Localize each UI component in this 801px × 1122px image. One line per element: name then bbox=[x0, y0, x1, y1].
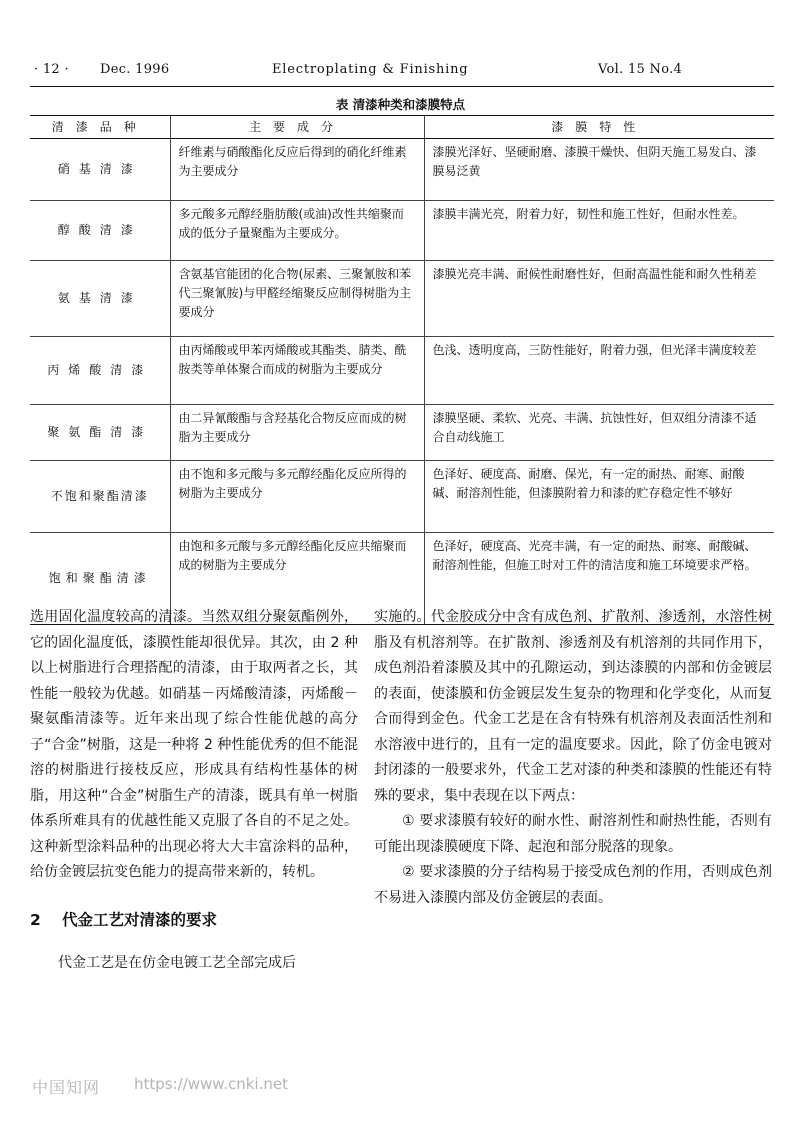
film-property: 色泽好、硬度高、耐磨、保光，有一定的耐热、耐寒、耐酸碱、耐溶剂性能，但漆膜附着力和漆的贮存稳定性不够好 bbox=[424, 461, 774, 533]
table-row bbox=[30, 405, 774, 461]
watermark-brand: 中国知网 bbox=[32, 1078, 101, 1097]
varnish-table bbox=[30, 115, 774, 625]
main-component: 由饱和多元酸与多元醇经酯化反应共缩聚而成的树脂为主要成分 bbox=[170, 533, 424, 625]
main-component: 纤维素与硝酸酯化反应后得到的硝化纤维素为主要成分 bbox=[170, 139, 424, 201]
header-type: 清漆品种 bbox=[30, 116, 170, 139]
left-column bbox=[30, 605, 358, 977]
issue-date: Dec. 1996 bbox=[100, 62, 170, 77]
varnish-type: 聚氨酯清漆 bbox=[30, 405, 170, 461]
main-component: 多元酸多元醇经脂肪酸(或油)改性共缩聚而成的低分子量聚酯为主要成分。 bbox=[170, 201, 424, 261]
table-header-row bbox=[30, 116, 774, 139]
requirement-item: ① 要求漆膜有较好的耐水性、耐溶剂性和耐热性能，否则有可能出现漆膜硬度下降、起泡和部分脱落的现象。 bbox=[374, 813, 772, 855]
varnish-type: 醇酸清漆 bbox=[30, 201, 170, 261]
right-column bbox=[374, 605, 772, 911]
body-paragraph: 选用固化温度较高的清漆。当然双组分聚氨酯例外，它的固化温度低，漆膜性能却很优异。其次，由 2 种以上树脂进行合理搭配的清漆，由于取两者之长，其性能一般较为优越。如硝基－丙烯酸清漆，丙烯酸－聚氨酯清漆等。近年来出现了综合性能优越的高分子“合金”树脂，这是一种将 2 种性能优秀的但不能混溶的树脂进行接枝反应，形成具有结构性基体的树脂，用这种“合金”树脂生产的清漆，既具有单一树脂体系所难具有的优越性能又克服了各自的不足之处。这种新型涂料品种的出现必将大大丰富涂料的品种，给仿金镀层抗变色能力的提高带来新的，转机。 bbox=[30, 609, 358, 880]
film-property: 漆膜坚硬、柔软、光亮、丰满、抗蚀性好，但双组分清漆不适合自动线施工 bbox=[424, 405, 774, 461]
section-number: 2 bbox=[30, 910, 41, 929]
table-row bbox=[30, 337, 774, 405]
film-property: 漆膜光亮丰满、耐候性耐磨性好，但耐高温性能和耐久性稍差 bbox=[424, 261, 774, 337]
table-row bbox=[30, 461, 774, 533]
header-component: 主要成分 bbox=[170, 116, 424, 139]
requirement-item: ② 要求漆膜的分子结构易于接受成色剂的作用，否则成色剂不易进入漆膜内部及仿金镀层的表面。 bbox=[374, 864, 772, 906]
main-component: 由二异氰酸酯与含羟基化合物反应而成的树脂为主要成分 bbox=[170, 405, 424, 461]
body-paragraph: 代金工艺是在仿金电镀工艺全部完成后 bbox=[58, 955, 296, 971]
varnish-type: 不饱和聚酯清漆 bbox=[30, 461, 170, 533]
table-row bbox=[30, 261, 774, 337]
body-paragraph: 实施的。代金胶成分中含有成色剂、扩散剂、渗透剂，水溶性树脂及有机溶剂等。在扩散剂、渗透剂及有机溶剂的共同作用下，成色剂沿着漆膜及其中的孔隙运动，到达漆膜的内部和仿金镀层的表面，使漆膜和仿金镀层发生复杂的物理和化学变化，从而复合而得到金色。代金工艺是在含有特殊有机溶剂及表面活性剂和水溶液中进行的，且有一定的温度要求。因此，除了仿金电镀对封闭漆的一般要求外，代金工艺对漆的种类和漆膜的性能还有特殊的要求，集中表现在以下两点： bbox=[374, 609, 772, 804]
table-row bbox=[30, 139, 774, 201]
varnish-type: 饱和聚酯清漆 bbox=[30, 533, 170, 625]
header-property: 漆膜特性 bbox=[424, 116, 774, 139]
film-property: 漆膜丰满光亮，附着力好，韧性和施工性好，但耐水性差。 bbox=[424, 201, 774, 261]
header-rule bbox=[30, 86, 774, 87]
film-property: 漆膜光泽好、坚硬耐磨、漆膜干燥快、但阴天施工易发白、漆膜易泛黄 bbox=[424, 139, 774, 201]
journal-name: Electroplating & Finishing bbox=[272, 62, 469, 77]
table-title: 表 清漆种类和漆膜特点 bbox=[335, 97, 466, 112]
film-property: 色浅、透明度高，三防性能好，附着力强，但光泽丰满度较差 bbox=[424, 337, 774, 405]
varnish-type: 硝基清漆 bbox=[30, 139, 170, 201]
varnish-type: 丙烯酸清漆 bbox=[30, 337, 170, 405]
watermark-url: https://www.cnki.net bbox=[134, 1075, 288, 1093]
main-component: 含氨基官能团的化合物(尿素、三聚氰胺和苯代三聚氰胺)与甲醛经缩聚反应制得树脂为主要成分 bbox=[170, 261, 424, 337]
section-title: 代金工艺对清漆的要求 bbox=[62, 910, 218, 929]
main-component: 由丙烯酸或甲苯丙烯酸或其酯类、腈类、酰胺类等单体聚合而成的树脂为主要成分 bbox=[170, 337, 424, 405]
varnish-type: 氨基清漆 bbox=[30, 261, 170, 337]
film-property: 色泽好，硬度高、光亮丰满，有一定的耐热、耐寒、耐酸碱、耐溶剂性能，但施工时对工件的清洁度和施工环境要求严格。 bbox=[424, 533, 774, 625]
page-number: · 12 · bbox=[34, 62, 69, 77]
section-heading bbox=[30, 908, 358, 934]
main-component: 由不饱和多元酸与多元醇经酯化反应所得的树脂为主要成分 bbox=[170, 461, 424, 533]
volume-issue: Vol. 15 No.4 bbox=[598, 62, 683, 77]
table-row bbox=[30, 201, 774, 261]
